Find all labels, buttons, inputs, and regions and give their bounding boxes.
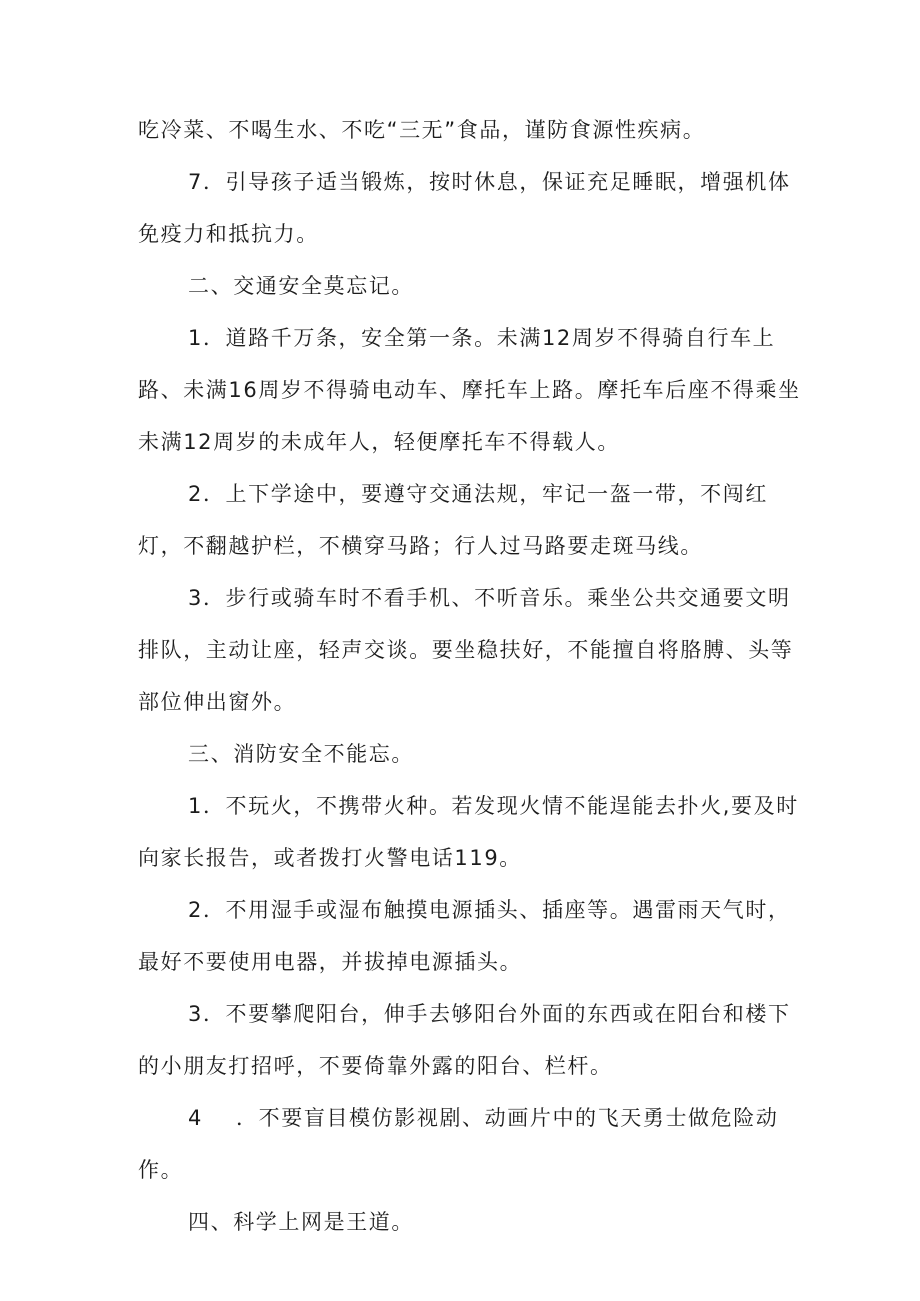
document-body — [138, 104, 802, 1248]
paragraph-fire-1: 1．不玩火，不携带火种。若发现火情不能逞能去扑火,要及时向家长报告，或者拨打火警电话119。 — [138, 794, 799, 870]
paragraph-fire-2: 2．不用湿手或湿布触摸电源插头、插座等。遇雷雨天气时，最好不要使用电器，并拔掉电源插头。 — [138, 898, 791, 974]
paragraph-traffic-1: 1．道路千万条，安全第一条。未满12周岁不得骑自行车上路、未满16周岁不得骑电动车、摩托车上路。摩托车后座不得乘坐未满12周岁的未成年人，轻便摩托车不得载人。 — [138, 326, 801, 454]
paragraph-traffic-2: 2．上下学途中，要遵守交通法规，牢记一盔一带，不闯红灯，不翻越护栏，不横穿马路；行人过马路要走斑马线。 — [138, 482, 768, 558]
section-heading-traffic: 二、交通安全莫忘记。 — [188, 274, 414, 298]
paragraph-fire-3: 3．不要攀爬阳台，伸手去够阳台外面的东西或在阳台和楼下的小朋友打招呼，不要倚靠外露的阳台、栏杆。 — [138, 1002, 791, 1078]
paragraph-exercise: 7．引导孩子适当锻炼，按时休息，保证充足睡眠，增强机体免疫力和抵抗力。 — [138, 170, 791, 246]
paragraph-diet-continued: 吃冷菜、不喝生水、不吃“三无”食品，谨防食源性疾病。 — [138, 118, 706, 142]
section-heading-fire: 三、消防安全不能忘。 — [188, 742, 414, 766]
section-heading-internet: 四、科学上网是王道。 — [188, 1210, 414, 1234]
paragraph-traffic-3: 3．步行或骑车时不看手机、不听音乐。乘坐公共交通要文明排队，主动让座，轻声交谈。要坐稳扶好，不能擅自将胳膊、头等部位伸出窗外。 — [138, 586, 794, 714]
paragraph-fire-4: 4 ．不要盲目模仿影视剧、动画片中的飞天勇士做危险动作。 — [138, 1106, 779, 1182]
